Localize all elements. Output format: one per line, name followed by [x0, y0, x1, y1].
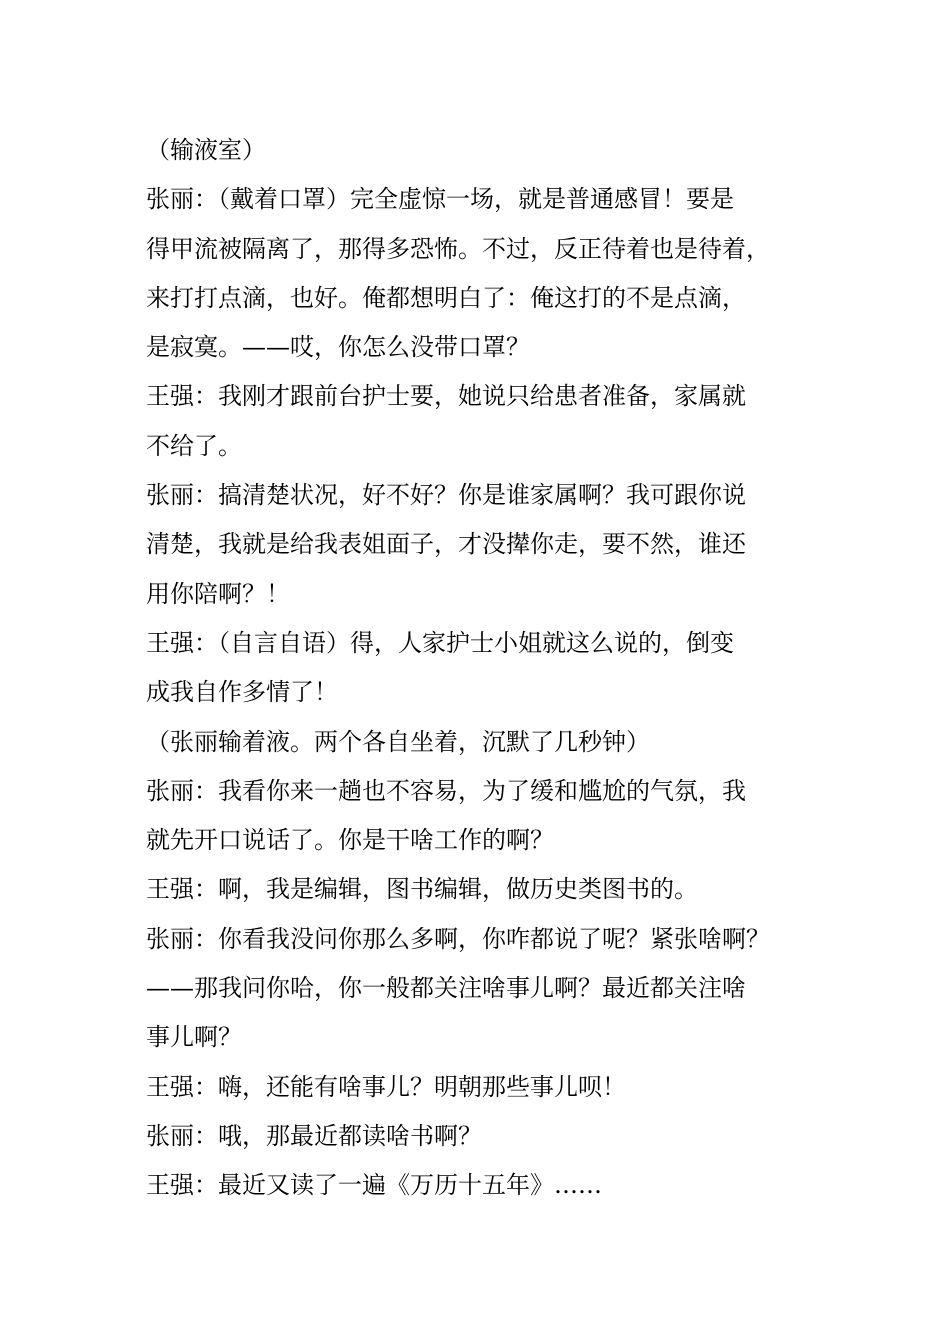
dialogue-line: 就先开口说话了。你是干啥工作的啊？: [146, 826, 554, 855]
dialogue-line: 张丽：我看你来一趟也不容易，为了缓和尴尬的气氛，我: [146, 776, 746, 805]
dialogue-line: 是寂寞。——哎，你怎么没带口罩？: [146, 333, 530, 362]
dialogue-line: 得甲流被隔离了，那得多恐怖。不过，反正待着也是待着，: [146, 234, 770, 263]
dialogue-line: 张丽：搞清楚状况，好不好？你是谁家属啊？我可跟你说: [146, 481, 746, 510]
script-text: [146, 126, 806, 1211]
dialogue-line: 清楚，我就是给我表姐面子，才没撵你走，要不然，谁还: [146, 530, 746, 559]
dialogue-line: 王强：我刚才跟前台护士要，她说只给患者准备，家属就: [146, 382, 746, 411]
dialogue-line: 王强：（自言自语）得，人家护士小姐就这么说的，倒变: [146, 628, 734, 657]
dialogue-line: 张丽：哦，那最近都读啥书啊？: [146, 1121, 482, 1150]
dialogue-line: 王强：啊，我是编辑，图书编辑，做历史类图书的。: [146, 875, 698, 904]
dialogue-line: 王强：最近又读了一遍《万历十五年》……: [146, 1171, 602, 1200]
stage-direction: （张丽输着液。两个各自坐着，沉默了几秒钟）: [146, 727, 650, 756]
dialogue-line: 张丽：你看我没问你那么多啊，你咋都说了呢？紧张啥啊？: [146, 924, 770, 953]
dialogue-line: 王强：嗨，还能有啥事儿？明朝那些事儿呗！: [146, 1072, 626, 1101]
dialogue-line: 成我自作多情了！: [146, 678, 338, 707]
dialogue-line: ——那我问你哈，你一般都关注啥事儿啊？最近都关注啥: [146, 974, 746, 1003]
dialogue-line: 事儿啊？: [146, 1023, 242, 1052]
dialogue-line: 来打打点滴，也好。俺都想明白了：俺这打的不是点滴，: [146, 283, 746, 312]
dialogue-line: 用你陪啊？！: [146, 579, 290, 608]
stage-direction: （输液室）: [146, 136, 266, 164]
dialogue-line: 不给了。: [146, 431, 242, 460]
dialogue-line: 张丽：（戴着口罩）完全虚惊一场，就是普通感冒！要是: [146, 185, 734, 214]
